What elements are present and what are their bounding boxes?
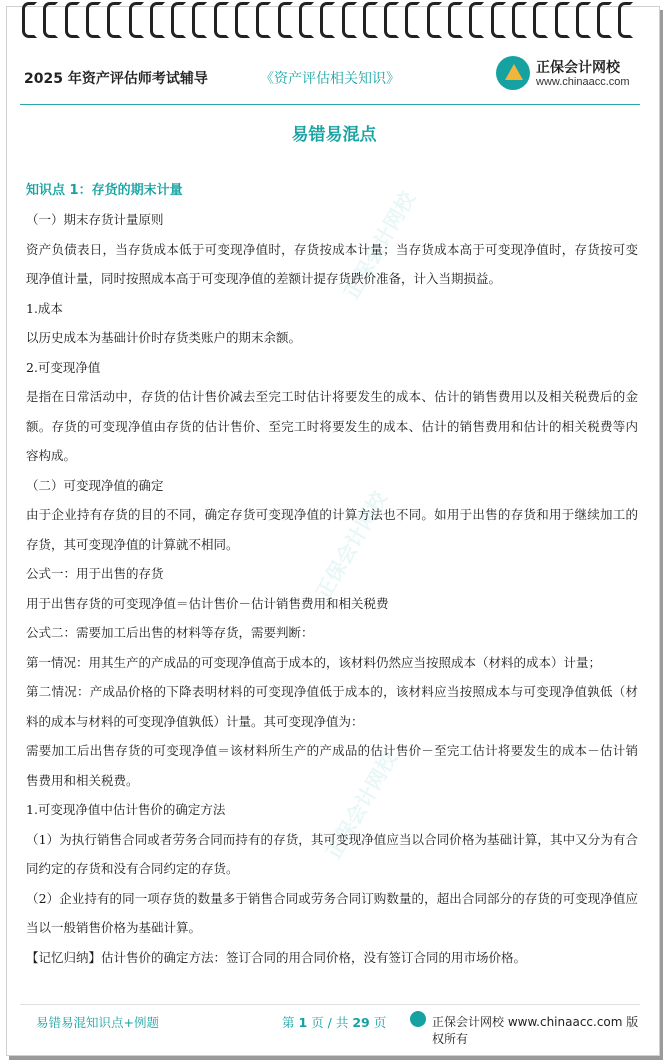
paragraph: 第二情况：产成品价格的下降表明材料的可变现净值低于成本的，该材料应当按照成本与可变现净值孰低（材料的成本与材料的可变现净值孰低）计量。其可变现净值为： bbox=[26, 684, 638, 729]
spiral-binding bbox=[22, 0, 642, 36]
binding-ring bbox=[597, 2, 612, 38]
section-title: 知识点 1：存货的期末计量 bbox=[26, 183, 183, 198]
page-title: 易错易混点 bbox=[291, 125, 377, 145]
paragraph: 是指在日常活动中，存货的估计售价减去至完工时估计将要发生的成本、估计的销售费用以及相关税费后的金额。存货的可变现净值由存货的估计售价、至完工时将要发生的成本、估计的销售费用和估计的相关税费等内容构成。 bbox=[26, 389, 638, 463]
binding-ring bbox=[192, 2, 207, 38]
paragraph: 资产负债表日，当存货成本低于可变现净值时，存货按成本计量；当存货成本高于可变现净值时，存货按可变现净值计量，同时按照成本高于可变现净值的差额计提存货跌价准备，计入当期损益。 bbox=[26, 241, 638, 286]
paragraph: 1.成本 bbox=[26, 300, 63, 316]
binding-ring bbox=[65, 2, 80, 38]
binding-ring bbox=[491, 2, 506, 38]
footer-copyright: 正保会计网校 www.chinaacc.com 版权所有 bbox=[432, 1015, 639, 1046]
paragraph: 由于企业持有存货的目的不同，确定存货可变现净值的计算方法也不同。如用于出售的存货和用于继续加工的存货，其可变现净值的计算就不相同。 bbox=[26, 507, 638, 552]
paragraph: 公式一：用于出售的存货 bbox=[26, 566, 164, 581]
page-number: 第 1 页 / 共 29 页 bbox=[282, 1015, 387, 1030]
binding-ring bbox=[427, 2, 442, 38]
binding-ring bbox=[22, 2, 37, 38]
paragraph: （二）可变现净值的确定 bbox=[26, 477, 164, 493]
book-title: 《资产评估相关知识》 bbox=[260, 71, 400, 87]
binding-ring bbox=[107, 2, 122, 38]
paragraph: 公式二：需要加工后出售的材料等存货，需要判断： bbox=[26, 625, 314, 640]
paragraph: 【记忆归纳】估计售价的确定方法：签订合同的用合同价格，没有签订合同的用市场价格。 bbox=[26, 949, 527, 965]
binding-ring bbox=[448, 2, 463, 38]
binding-ring bbox=[533, 2, 548, 38]
paragraph: 第一情况：用其生产的产成品的可变现净值高于成本的，该材料仍然应当按照成本（材料的成本）计量； bbox=[26, 654, 602, 670]
page-header bbox=[20, 54, 640, 105]
paragraph: 用于出售存货的可变现净值＝估计售价－估计销售费用和相关税费 bbox=[26, 595, 389, 611]
binding-ring bbox=[129, 2, 144, 38]
binding-ring bbox=[512, 2, 527, 38]
binding-ring bbox=[43, 2, 58, 38]
logo-icon bbox=[496, 56, 530, 90]
paragraph: 2.可变现净值 bbox=[26, 359, 101, 375]
binding-ring bbox=[86, 2, 101, 38]
binding-ring bbox=[576, 2, 591, 38]
brand-logo bbox=[496, 54, 636, 100]
paragraph: 1.可变现净值中估计售价的确定方法 bbox=[26, 802, 226, 817]
binding-ring bbox=[256, 2, 271, 38]
binding-ring bbox=[320, 2, 335, 38]
binding-ring bbox=[363, 2, 378, 38]
binding-ring bbox=[299, 2, 314, 38]
binding-ring bbox=[278, 2, 293, 38]
binding-ring bbox=[469, 2, 484, 38]
binding-ring bbox=[555, 2, 570, 38]
binding-ring bbox=[618, 2, 633, 38]
exam-title: 2025 年资产评估师考试辅导 bbox=[24, 71, 208, 87]
binding-ring bbox=[384, 2, 399, 38]
logo-name: 正保会计网校 bbox=[536, 60, 620, 76]
binding-ring bbox=[150, 2, 165, 38]
binding-ring bbox=[235, 2, 250, 38]
paragraph: 以历史成本为基础计价时存货类账户的期末余额。 bbox=[26, 330, 302, 345]
footer-logo-icon bbox=[410, 1011, 426, 1027]
footer-doc-name: 易错易混知识点+例题 bbox=[36, 1015, 159, 1030]
paragraph: 需要加工后出售存货的可变现净值＝该材料所生产的产成品的估计售价－至完工估计将要发生的成本－估计销售费用和相关税费。 bbox=[26, 743, 638, 788]
logo-url: www.chinaacc.com bbox=[536, 76, 630, 88]
paragraph: （一）期末存货计量原则 bbox=[26, 212, 164, 227]
binding-ring bbox=[171, 2, 186, 38]
paragraph: （2）企业持有的同一项存货的数量多于销售合同或劳务合同订购数量的，超出合同部分的存货的可变现净值应当以一般销售价格为基础计算。 bbox=[26, 890, 638, 935]
binding-ring bbox=[405, 2, 420, 38]
binding-ring bbox=[342, 2, 357, 38]
page-footer bbox=[20, 1004, 640, 1046]
paragraph: （1）为执行销售合同或者劳务合同而持有的存货，其可变现净值应当以合同价格为基础计算，其中又分为有合同约定的存货和没有合同约定的存货。 bbox=[26, 831, 638, 876]
content-body bbox=[26, 176, 638, 972]
binding-ring bbox=[214, 2, 229, 38]
